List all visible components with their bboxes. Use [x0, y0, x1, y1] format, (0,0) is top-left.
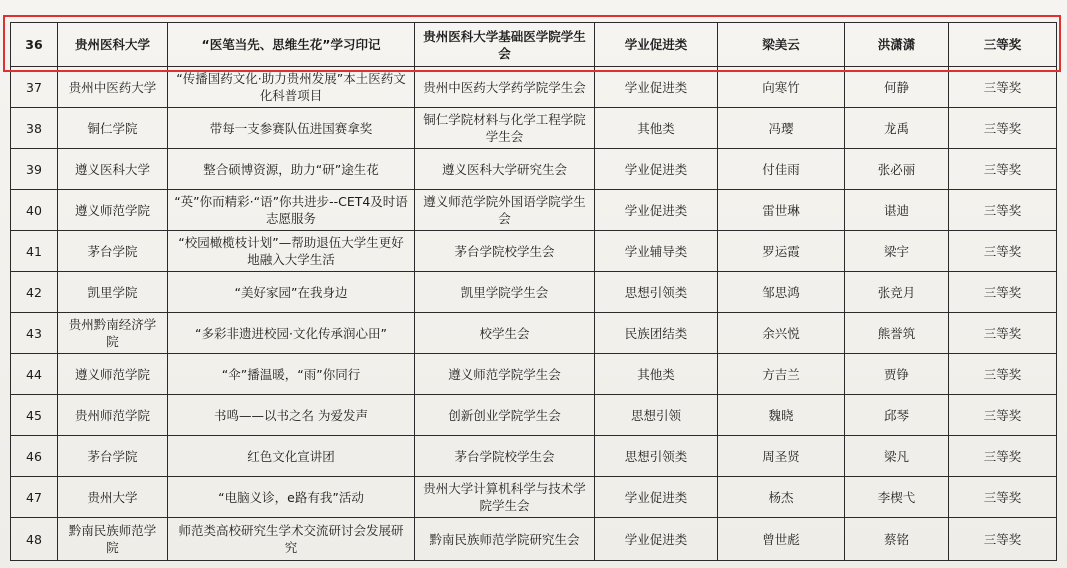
cell-university: 遵义医科大学: [58, 149, 168, 190]
cell-tutor: 梁凡: [845, 436, 949, 477]
cell-category: 学业促进类: [595, 477, 718, 518]
table-row: [11, 436, 1057, 477]
cell-category: 思想引领: [595, 395, 718, 436]
cell-tutor: 邱琴: [845, 395, 949, 436]
cell-organization: 校学生会: [415, 313, 595, 354]
cell-no: 46: [11, 436, 58, 477]
cell-category: 学业辅导类: [595, 231, 718, 272]
cell-tutor: 洪潇潇: [845, 23, 949, 67]
cell-leader: 杨杰: [718, 477, 845, 518]
cell-award: 三等奖: [949, 518, 1057, 561]
table-row: [11, 354, 1057, 395]
cell-tutor: 何静: [845, 67, 949, 108]
table-row: [11, 108, 1057, 149]
cell-university: 贵州黔南经济学院: [58, 313, 168, 354]
cell-no: 44: [11, 354, 58, 395]
cell-no: 43: [11, 313, 58, 354]
cell-award: 三等奖: [949, 23, 1057, 67]
cell-organization: 创新创业学院学生会: [415, 395, 595, 436]
cell-university: 黔南民族师范学院: [58, 518, 168, 561]
table-row: [11, 395, 1057, 436]
cell-tutor: 贾铮: [845, 354, 949, 395]
cell-leader: 方吉兰: [718, 354, 845, 395]
table-row: [11, 272, 1057, 313]
cell-tutor: 张竞月: [845, 272, 949, 313]
table-row: [11, 23, 1057, 67]
cell-university: 遵义师范学院: [58, 190, 168, 231]
cell-project: “英”你而精彩·“语”你共进步--CET4及时语志愿服务: [168, 190, 415, 231]
cell-no: 36: [11, 23, 58, 67]
cell-award: 三等奖: [949, 313, 1057, 354]
cell-tutor: 熊誉筑: [845, 313, 949, 354]
cell-project: 书鸣——以书之名 为爱发声: [168, 395, 415, 436]
cell-organization: 茅台学院校学生会: [415, 231, 595, 272]
cell-project: “医笔当先、思维生花”学习印记: [168, 23, 415, 67]
cell-leader: 向寒竹: [718, 67, 845, 108]
cell-leader: 罗运霞: [718, 231, 845, 272]
cell-project: “校园橄榄枝计划”—帮助退伍大学生更好地融入大学生活: [168, 231, 415, 272]
cell-tutor: 谌迪: [845, 190, 949, 231]
cell-tutor: 梁宇: [845, 231, 949, 272]
awards-table: [10, 22, 1057, 561]
cell-organization: 贵州医科大学基础医学院学生会: [415, 23, 595, 67]
cell-tutor: 李楔弋: [845, 477, 949, 518]
cell-tutor: 龙禹: [845, 108, 949, 149]
cell-project: “伞”播温暖，“雨”你同行: [168, 354, 415, 395]
cell-university: 贵州医科大学: [58, 23, 168, 67]
table-row: [11, 231, 1057, 272]
cell-university: 贵州师范学院: [58, 395, 168, 436]
table-row: [11, 477, 1057, 518]
cell-award: 三等奖: [949, 149, 1057, 190]
table-row: [11, 518, 1057, 561]
cell-leader: 余兴悦: [718, 313, 845, 354]
cell-leader: 冯璎: [718, 108, 845, 149]
cell-award: 三等奖: [949, 272, 1057, 313]
table-row: [11, 149, 1057, 190]
cell-project: “传播国药文化·助力贵州发展”本土医药文化科普项目: [168, 67, 415, 108]
cell-tutor: 张必丽: [845, 149, 949, 190]
cell-project: 整合硕博资源，助力“研”途生花: [168, 149, 415, 190]
cell-no: 42: [11, 272, 58, 313]
cell-university: 贵州大学: [58, 477, 168, 518]
cell-award: 三等奖: [949, 436, 1057, 477]
cell-project: “美好家园”在我身边: [168, 272, 415, 313]
cell-project: 红色文化宣讲团: [168, 436, 415, 477]
cell-organization: 铜仁学院材料与化学工程学院学生会: [415, 108, 595, 149]
cell-organization: 贵州中医药大学药学院学生会: [415, 67, 595, 108]
cell-organization: 遵义医科大学研究生会: [415, 149, 595, 190]
cell-no: 39: [11, 149, 58, 190]
table-row: [11, 190, 1057, 231]
cell-category: 学业促进类: [595, 67, 718, 108]
cell-organization: 凯里学院学生会: [415, 272, 595, 313]
cell-no: 41: [11, 231, 58, 272]
cell-category: 其他类: [595, 354, 718, 395]
cell-organization: 遵义师范学院外国语学院学生会: [415, 190, 595, 231]
cell-university: 茅台学院: [58, 436, 168, 477]
cell-no: 45: [11, 395, 58, 436]
cell-category: 学业促进类: [595, 518, 718, 561]
table-row: [11, 313, 1057, 354]
cell-university: 贵州中医药大学: [58, 67, 168, 108]
cell-leader: 付佳雨: [718, 149, 845, 190]
cell-no: 37: [11, 67, 58, 108]
cell-no: 47: [11, 477, 58, 518]
cell-category: 思想引领类: [595, 436, 718, 477]
cell-project: “电脑义诊，e路有我”活动: [168, 477, 415, 518]
cell-no: 48: [11, 518, 58, 561]
cell-award: 三等奖: [949, 108, 1057, 149]
cell-university: 凯里学院: [58, 272, 168, 313]
cell-award: 三等奖: [949, 231, 1057, 272]
cell-organization: 茅台学院校学生会: [415, 436, 595, 477]
cell-category: 学业促进类: [595, 190, 718, 231]
cell-category: 其他类: [595, 108, 718, 149]
cell-leader: 雷世琳: [718, 190, 845, 231]
cell-organization: 黔南民族师范学院研究生会: [415, 518, 595, 561]
cell-award: 三等奖: [949, 190, 1057, 231]
cell-project: 师范类高校研究生学术交流研讨会发展研究: [168, 518, 415, 561]
cell-award: 三等奖: [949, 395, 1057, 436]
cell-university: 铜仁学院: [58, 108, 168, 149]
cell-university: 遵义师范学院: [58, 354, 168, 395]
cell-project: “多彩非遗进校园·文化传承润心田”: [168, 313, 415, 354]
cell-no: 38: [11, 108, 58, 149]
cell-leader: 曾世彪: [718, 518, 845, 561]
cell-leader: 邹思鸿: [718, 272, 845, 313]
cell-organization: 贵州大学计算机科学与技术学院学生会: [415, 477, 595, 518]
cell-leader: 周圣贤: [718, 436, 845, 477]
cell-university: 茅台学院: [58, 231, 168, 272]
cell-no: 40: [11, 190, 58, 231]
cell-leader: 梁美云: [718, 23, 845, 67]
cell-project: 带每一支参赛队伍进国赛拿奖: [168, 108, 415, 149]
cell-award: 三等奖: [949, 67, 1057, 108]
cell-award: 三等奖: [949, 354, 1057, 395]
cell-category: 学业促进类: [595, 23, 718, 67]
cell-category: 学业促进类: [595, 149, 718, 190]
cell-organization: 遵义师范学院学生会: [415, 354, 595, 395]
cell-category: 民族团结类: [595, 313, 718, 354]
cell-leader: 魏晓: [718, 395, 845, 436]
table-row: [11, 67, 1057, 108]
cell-category: 思想引领类: [595, 272, 718, 313]
cell-tutor: 蔡铭: [845, 518, 949, 561]
cell-award: 三等奖: [949, 477, 1057, 518]
